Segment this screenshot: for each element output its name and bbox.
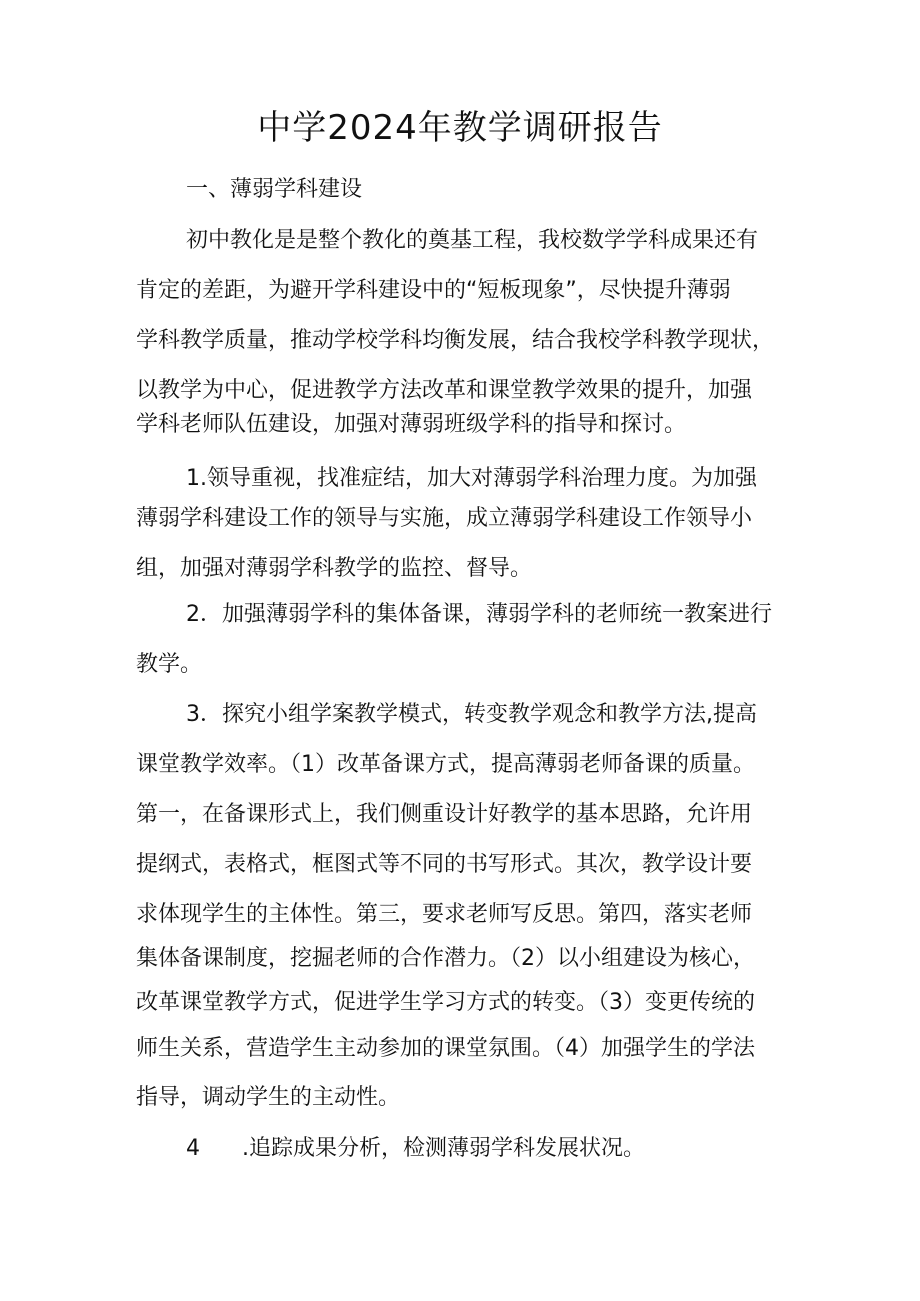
section-heading: 一、薄弱学科建设 <box>186 177 363 202</box>
list-item-3-line: 改革课堂教学方式，促进学生学习方式的转变。（3）变更传统的 <box>136 990 755 1015</box>
list-item-3-line: 指导，调动学生的主动性。 <box>136 1085 401 1110</box>
paragraph-line: 肯定的差距，为避开学科建设中的“短板现象”，尽快提升薄弱 <box>136 278 731 303</box>
list-item-1-line: 薄弱学科建设工作的领导与实施，成立薄弱学科建设工作领导小 <box>136 506 753 531</box>
list-item-3-line: 课堂教学效率。（1）改革备课方式，提高薄弱老师备课的质量。 <box>136 752 755 777</box>
paragraph-line: 学科老师队伍建设，加强对薄弱班级学科的指导和探讨。 <box>136 412 687 437</box>
list-item-2-line: 教学。 <box>136 652 203 677</box>
paragraph-line: 以教学为中心，促进教学方法改革和课堂教学效果的提升，加强 <box>136 378 753 403</box>
paragraph-line: 初中教化是是整个教化的奠基工程，我校数学学科成果还有 <box>186 228 759 253</box>
list-item-3-line: 提纲式，表格式，框图式等不同的书写形式。其次，教学设计要 <box>136 852 753 877</box>
list-item-1-line: 1.领导重视，找准症结，加大对薄弱学科治理力度。为加强 <box>186 466 757 491</box>
page-title: 中学2024年教学调研报告 <box>257 108 663 148</box>
list-item-3-line: 师生关系，营造学生主动参加的课堂氛围。（4）加强学生的学法 <box>136 1036 755 1061</box>
list-item-3-line: 第一，在备课形式上，我们侧重设计好教学的基本思路，允许用 <box>136 802 753 827</box>
list-item-4-text: .追踪成果分析，检测薄弱学科发展状况。 <box>242 1136 645 1161</box>
list-item-2-line: 2．加强薄弱学科的集体备课，薄弱学科的老师统一教案进行 <box>186 602 772 627</box>
list-item-1-line: 组，加强对薄弱学科教学的监控、督导。 <box>136 556 533 581</box>
list-item-3-line: 求体现学生的主体性。第三，要求老师写反思。第四，落实老师 <box>136 902 753 927</box>
paragraph-line: 学科教学质量，推动学校学科均衡发展，结合我校学科教学现状， <box>136 328 775 353</box>
list-item-4-number: 4 <box>186 1136 200 1161</box>
list-item-3-line: 3．探究小组学案教学模式，转变教学观念和教学方法,提高 <box>186 702 757 727</box>
list-item-3-line: 集体备课制度，挖掘老师的合作潜力。（2）以小组建设为核心， <box>136 946 755 971</box>
